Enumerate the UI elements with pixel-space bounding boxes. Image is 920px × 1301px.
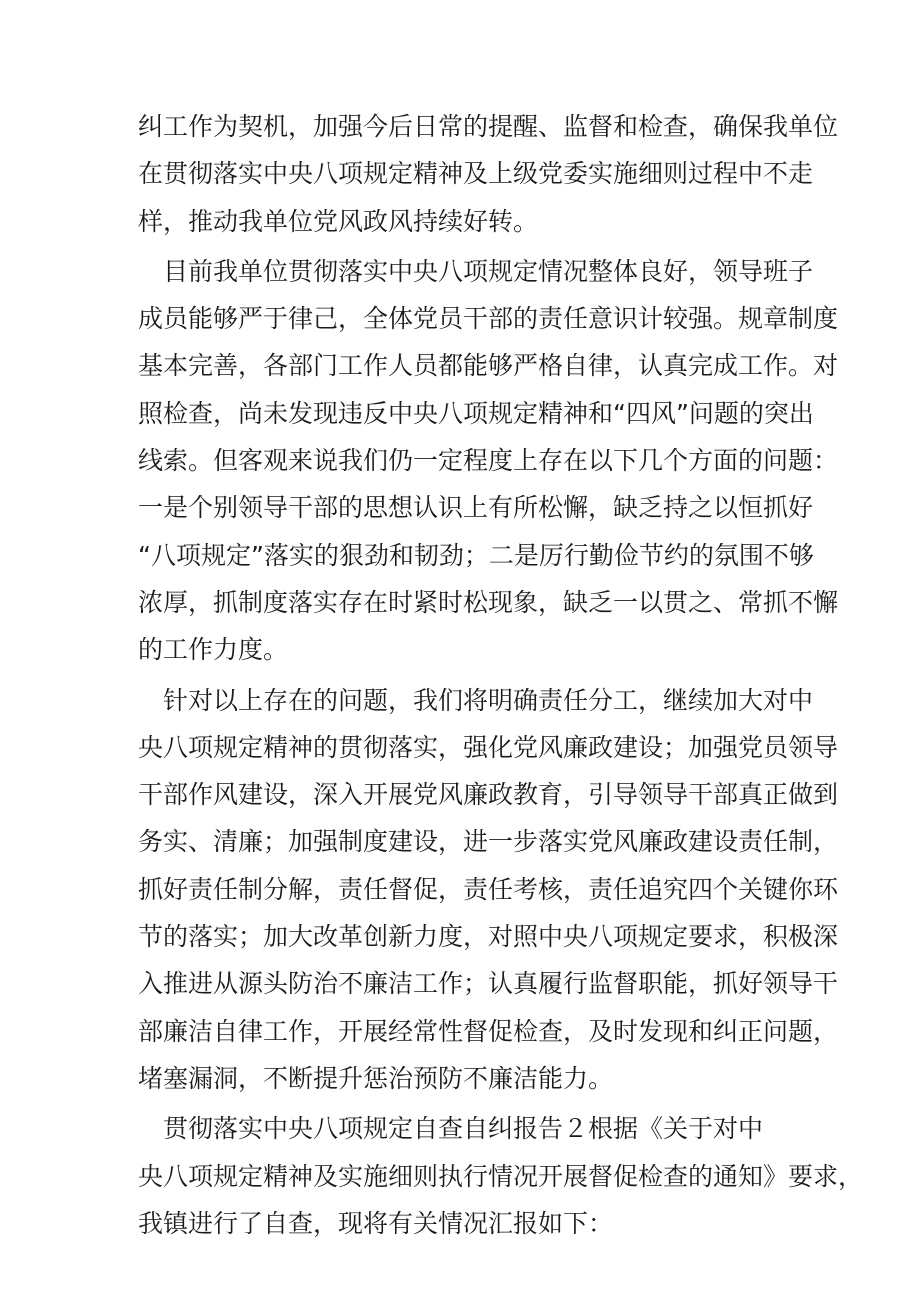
text-line: 贯彻落实中央八项规定自查自纠报告２根据《关于对中 [138, 1114, 764, 1144]
text-line: 务实、清廉；加强制度建设，进一步落实党风廉政建设责任制， [138, 827, 839, 857]
text-line: 节的落实；加大改革创新力度，对照中央八项规定要求，积极深 [138, 922, 839, 952]
text-line: 目前我单位贯彻落实中央八项规定情况整体良好，领导班子 [138, 256, 814, 286]
text-line: 入推进从源头防治不廉洁工作；认真履行监督职能，抓好领导干 [138, 969, 839, 999]
text-line: 照检查，尚未发现违反中央八项规定精神和“四风”问题的突出 [138, 398, 814, 428]
text-line: 样，推动我单位党风政风持续好转。 [138, 206, 539, 236]
text-line: 央八项规定精神及实施细则执行情况开展督促检查的通知》要求， [138, 1161, 864, 1191]
text-line: 抓好责任制分解，责任督促，责任考核，责任追究四个关键你环 [138, 874, 839, 904]
text-line: 央八项规定精神的贯彻落实，强化党风廉政建设；加强党员领导 [138, 732, 839, 762]
text-line: 成员能够严于律己，全体党员干部的责任意识计较强。规章制度 [138, 304, 839, 334]
text-line: 在贯彻落实中央八项规定精神及上级党委实施细则过程中不走 [138, 159, 814, 189]
document-body [138, 103, 864, 1247]
text-line: 堵塞漏洞，不断提升惩治预防不廉洁能力。 [138, 1063, 614, 1093]
text-line: 针对以上存在的问题，我们将明确责任分工，继续加大对中 [138, 685, 814, 715]
text-line: 干部作风建设，深入开展党风廉政教育，引导领导干部真正做到 [138, 780, 839, 810]
text-line: 浓厚，抓制度落实存在时紧时松现象，缺乏一以贯之、常抓不懈 [138, 587, 839, 617]
text-line: 的工作力度。 [138, 635, 289, 665]
text-line: 一是个别领导干部的思想认识上有所松懈，缺乏持之以恒抓好 [138, 493, 814, 523]
text-line: “八项规定”落实的狠劲和韧劲；二是厉行勤俭节约的氛围不够 [138, 540, 814, 570]
text-line: 线索。但客观来说我们仍一定程度上存在以下几个方面的问题： [138, 446, 839, 476]
text-line: 我镇进行了自查，现将有关情况汇报如下： [138, 1208, 614, 1238]
text-line: 部廉洁自律工作，开展经常性督促检查，及时发现和纠正问题， [138, 1016, 839, 1046]
text-line: 纠工作为契机，加强今后日常的提醒、监督和检查，确保我单位 [138, 112, 839, 141]
text-line: 基本完善，各部门工作人员都能够严格自律，认真完成工作。对 [138, 351, 839, 381]
